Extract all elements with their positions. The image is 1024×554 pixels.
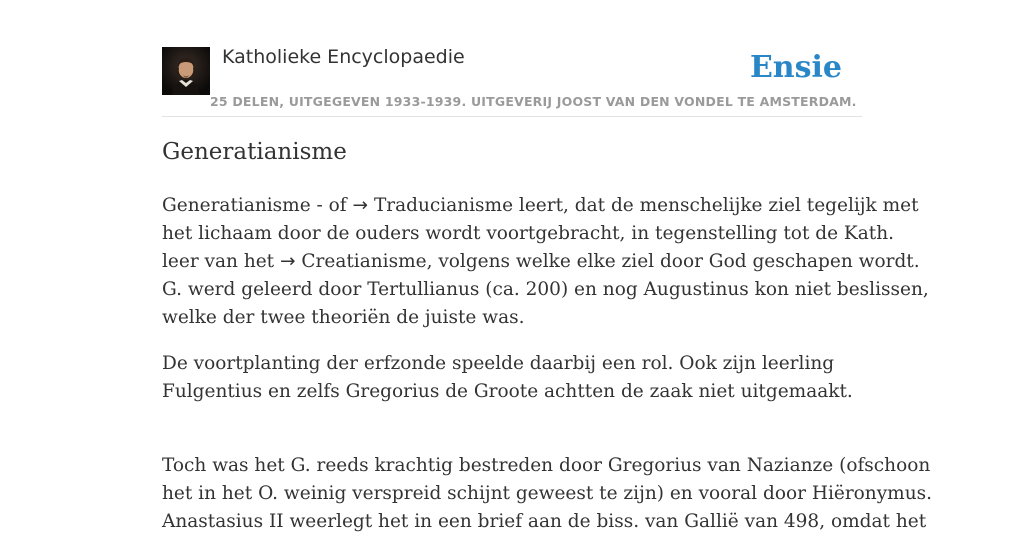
paragraph-text: Anastasius II weerlegt het in een brief aan de biss. van Gallië van 498, omdat het	[162, 511, 927, 532]
paragraph-text: Fulgentius en zelfs Gregorius de Groote achtten de zaak niet uitgemaakt.	[162, 381, 853, 402]
paragraph-line	[162, 220, 895, 248]
paragraph-line	[162, 508, 927, 536]
paragraph-line	[162, 378, 874, 406]
paragraph-text: leer van het	[162, 251, 280, 272]
ensie-logo-link[interactable]: Ensie	[749, 50, 842, 85]
portrait-avatar-icon[interactable]	[162, 47, 210, 95]
article-paragraph	[162, 452, 932, 536]
paragraph-text: Generatianisme - of	[162, 195, 353, 216]
article-body	[162, 192, 932, 554]
paragraph-line	[162, 192, 919, 220]
paragraph-text: het in het O. weinig verspreid schijnt geweest te zijn) en vooral door Hiëronymus.	[162, 483, 932, 504]
page	[162, 0, 932, 532]
paragraph-line	[162, 248, 920, 276]
paragraph-line	[162, 480, 932, 508]
site-name-link[interactable]: Katholieke Encyclopaedie	[222, 46, 465, 68]
site-header	[162, 0, 862, 117]
paragraph-text: G. werd geleerd door Tertullianus (ca. 200) en nog Augustinus kon niet beslissen,	[162, 279, 929, 300]
paragraph-text: welke der twee theoriën de juiste was.	[162, 307, 525, 328]
cross-reference-arrow-link[interactable]: →	[280, 251, 296, 272]
article-paragraph	[162, 192, 929, 332]
paragraph-line	[162, 304, 874, 332]
paragraph-text: Traducianisme leert, dat de menschelijke ziel tegelijk met	[368, 195, 919, 216]
cross-reference-arrow-link[interactable]: →	[352, 195, 369, 216]
paragraph-text: het lichaam door de ouders wordt voortgebracht, in tegenstelling tot de Kath.	[162, 223, 895, 244]
paragraph-text: De voortplanting der erfzonde speelde daarbij een rol. Ook zijn leerling	[162, 353, 835, 374]
article-paragraph	[162, 350, 874, 406]
paragraph-text: Toch was het G. reeds krachtig bestreden door Gregorius van Nazianze (ofschoon	[162, 455, 931, 476]
paragraph-line	[162, 276, 929, 304]
paragraph-text: Creatianisme, volgens welke elke ziel door God geschapen wordt.	[295, 251, 920, 272]
article-title: Generatianisme	[162, 139, 347, 165]
site-subtitle: 25 DELEN, UITGEGEVEN 1933-1939. UITGEVERIJ JOOST VAN DEN VONDEL TE AMSTERDAM.	[210, 94, 857, 109]
paragraph-line	[162, 452, 931, 480]
paragraph-line	[162, 350, 874, 378]
